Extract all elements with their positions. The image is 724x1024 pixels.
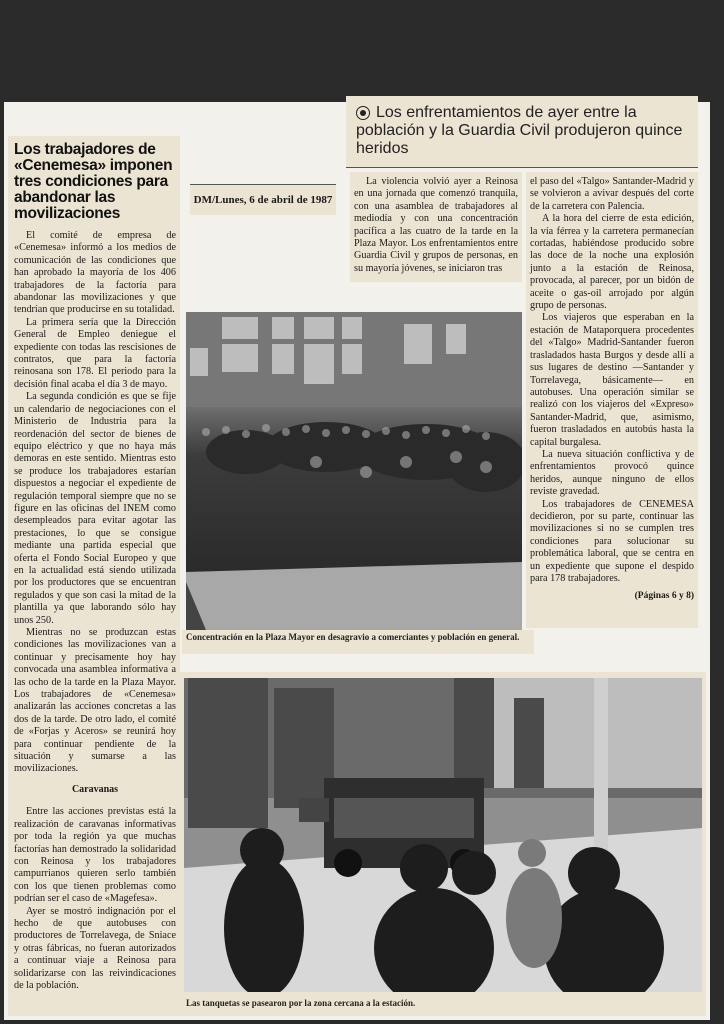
paragraph: Los viajeros que esperaban en la estación de Mataporquera procedentes del «Talgo» Madrid-Santander fueron trasladados hasta Burgos y desde allí a sus lugares de destino —Santander y Torrelavega, básicamente— en autobuses. Una operación similar se realizó con los viajeros del «Expreso» Santander-Madrid, que, asimismo, fueron trasladados en autobús hasta la capital burgalesa. [530,312,694,448]
paragraph: El comité de empresa de «Cenemesa» informó a los medios de comunicación de las condiciones que han aprobado la mayoría de los 406 trabajadores de la factoría para abandonar las movilizaciones y que tendrían que producirse en su totalidad. [14,230,176,316]
date-line [190,184,336,215]
date-text: DM/Lunes, 6 de abril de 1987 [193,194,333,206]
left-body [14,230,176,992]
paragraph: A la hora del cierre de esta edición, la vía férrea y la carretera permanecían cortadas, habiéndose producido sobre las doce de la noche una explosión junto a la estación de Reinosa, provocada, al parecer, por un bidón de aceite o gas-oil arrojado por algún grupo de personas. [530,213,694,312]
armored-vehicle-photo-image [184,678,702,992]
pages-ref: (Páginas 6 y 8) [634,591,694,602]
photo-plaza-mayor [186,312,522,630]
right-column [526,172,698,628]
paragraph: el paso del «Talgo» Santander-Madrid y se volvieron a avivar después del corte de la carretera con Palencia. [530,176,694,212]
paragraph: La segunda condición es que se fije un calendario de negociaciones con el Ministerio de Industria para la reordenación del sector de bienes de equipo eléctrico y que no haya más demoras en este sentido. Mientras esto se produce los trabajadores estarían dispuestos a negociar el expediente de regulación temporal siempre que no se figure en las oficinas del INEM como desempleados para evitar agotar las prestaciones, lo que se consigue mediante una partida especial que oferta el Fondo Social Europeo y que en la actualidad está siendo utilizada por los productores que se encuentran regulados y que son casi la mitad de la plantilla ya que laborando sólo hay unos 250. [14,391,176,626]
paragraph: La violencia volvió ayer a Reinosa en una jornada que comenzó tranquila, con una asamblea de trabajadores al mediodía y con una concentración pacífica a las cuatro de la tarde en la Plaza Mayor. Los enfrentamientos entre Guardia Civil y grupos de personas, en su mayoría jóvenes, se iniciaron tras [354,176,518,274]
left-headline: Los trabajadores de «Cenemesa» imponen tres condiciones para abandonar las movilizaciones [14,141,173,222]
caption-1-box [182,630,534,654]
paragraph: Los trabajadores de CENEMESA decidieron, por su parte, continuar las movilizaciones si no se cumplen tres condiciones para solucionar su problemática laboral, que se centra en un expediente que supone el despido para 178 trabajadores. [530,498,694,584]
paragraph: Mientras no se produzcan estas condiciones las movilizaciones van a continuar y precisamente hoy hay convocada una asamblea informativa a las ocho de la tarde en la Plaza Mayor. Los trabajadores de «Cenemesa» analizarán las acciones concretas a las dos de la tarde. De otro lado, el comité de «Forjas y Aceros» se reunirá hoy para continuar pendiente de la situación y sumarse a las movilizaciones. [14,627,176,775]
paragraph: La primera sería que la Dirección General de Empleo deniegue el expediente con todas las rescisiones de contratos, que para la factoría reinosana son 178. El periodo para la decisión final acaba el día 3 de mayo. [14,316,176,390]
caption-1: Concentración en la Plaza Mayor en desagravio a comerciantes y población en general. [186,632,520,642]
paragraph: Ayer se mostró indignación por el hecho de que autobuses con productores de Torrelavega, de Sniace y otras fábricas, no fueran autorizados a continuar viaje a Reinosa para solidarizarse con las reivindicaciones de la población. [14,905,176,991]
paragraph: La nueva situación conflictiva y de enfrentamientos provocó quince heridos, aunque ninguno de ellos reviste gravedad. [530,448,694,498]
main-headline: Los enfrentamientos de ayer entre la población y la Guardia Civil produjeron quince heridos [356,104,683,157]
bullet-icon [356,106,370,120]
left-article [8,136,180,1016]
photo-tanquetas [184,678,702,992]
caption-2: Las tanquetas se pasearon por la zona cercana a la estación. [186,998,416,1008]
paragraph: Entre las acciones previstas está la realización de caravanas informativas por toda la región ya que muchas factorías han demostrado la solidaridad con Reinosa y los trabajadores campurrianos quieren serlo también con los que tienen problemas como podrían ser el caso de «Magefesa». [14,806,176,905]
main-headline-box [346,96,698,168]
subheading: Caravanas [71,783,119,795]
mid-column [350,172,522,282]
crowd-photo-image [186,312,522,630]
